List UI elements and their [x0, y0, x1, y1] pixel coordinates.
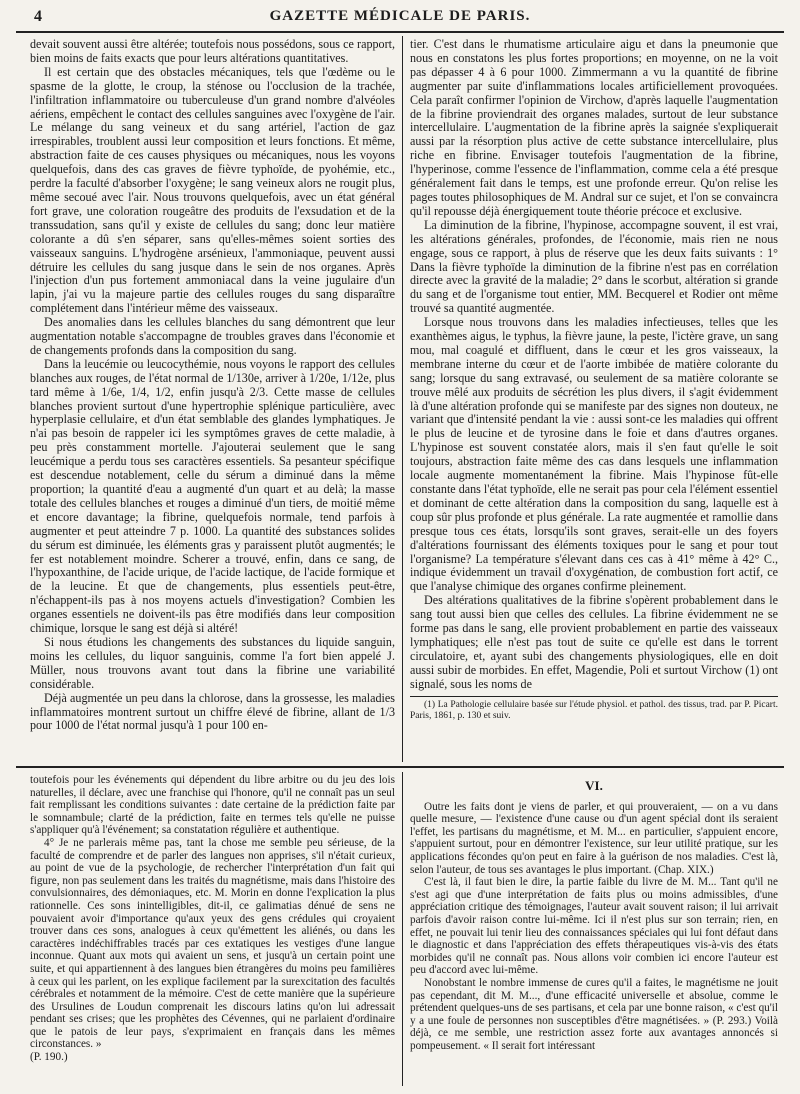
footnote: (1) La Pathologie cellulaire basée sur l'étude physiol. et pathol. des tissus, trad. par P. Picart. Paris, 1861, p. 130 et suiv. — [410, 699, 778, 722]
paragraph: toutefois pour les événements qui dépendent du libre arbitre ou du jeu des lois naturelles, il déclare, avec une franchise qui l'honore, qu'il ne connaît pas un seul fait remplissant les conditions suivantes : date certaine de la prédiction faite par le somnambule; clarté de la prédiction, faite en termes tels qu'elle ne puisse s'appliquer qu'à l'événement; sa constatation régulière et authentique. — [30, 774, 395, 837]
bottom-right-column — [410, 774, 778, 1086]
column-divider-bottom — [402, 772, 403, 1086]
bottom-left-column — [30, 774, 395, 1086]
paragraph: Des altérations qualitatives de la fibrine s'opèrent probablement dans le sang tout aussi bien que celles des cellules. La fibrine évidemment ne se forme pas dans le sang, elle provient probablement en partie des vaisseaux lymphatiques; elle n'est pas tout de suite ce qu'elle est dans le torrent circulatoire, et, ayant subi des changements physiologiques, elle en doit aussi subir de morbides. En effet, Magendie, Poli et surtout Virchow (1) ont signalé, sous les noms de — [410, 593, 778, 691]
top-right-column — [410, 38, 778, 758]
paragraph: tier. C'est dans le rhumatisme articulaire aigu et dans la pneumonie que nous en constatons les plus fortes proportions; en moyenne, on ne la voit pas dépasser 4 à 6 pour 1000. Zimmermann a vu la quantité de fibrine augmenter par suite d'inflammations locales artificiellement provoquées. Cela paraît confirmer l'opinion de Virchow, d'après laquelle l'augmentation de la fibrine proviendrait des organes malades, surtout de leur substance intercellulaire. L'augmentation de la fibrine après la saignée s'expliquerait aussi par la résorption plus active de cette substance intercellulaire, plus riche en fibrine. Envisager toutefois l'augmentation de la fibrine, l'hyperinose, comme l'essence de l'inflammation, comme cela a été presque généralement fait dans le temps, est une profonde erreur. Qu'on relise les pages toutes philosophiques de M. Andral sur ce sujet, et l'on se convaincra qu'il repousse déjà énergiquement toute théorie précoce et exclusive. — [410, 38, 778, 218]
page-reference: (P. 190.) — [30, 1051, 68, 1064]
paragraph: 4° Je ne parlerais même pas, tant la chose me semble peu sérieuse, de la faculté de comprendre et de parler des langues non apprises, s'il n'était curieux, au point de vue de la psychologie, de rechercher l'interprétation d'un fait qui figure, non pas seulement dans les traités du magnétisme, mais dans l'histoire des convulsionnaires, des démoniaques, etc. M. Morin en donne l'explication la plus rationnelle. Ces sons inintelligibles, dit-il, ce galimatias dénué de sens ne pouvaient avoir d'importance qu'aux yeux des gens crédules qui croyaient trouver dans ces sons, analogues à ceux qu'émettent les aliénés, ou dans les caractères indéchiffrables tracés par ces extatiques les vestiges d'une langue inconnue. Quant aux mots qui avaient un sens, et jusqu'à un certain point une suite, et qui appartiennent à des langues bien étrangères du moins peu familières à ceux qui les parlent, on les explique facilement par la surexcitation des facultés cérébrales et notamment de la mémoire. C'est de cette manière que la supérieure des Ursulines de Loudun comprenait les discours latins qu'on lui adressait pendant ses crises; que les prophètes des Cévennes, qui ne parlaient d'ordinaire que le patois de leur pays, s'exprimaient en français dans les mêmes circonstances. » — [30, 836, 395, 1051]
section-heading: VI. — [585, 778, 603, 793]
paragraph: Si nous étudions les changements des substances du liquide sanguin, moins les cellules, du liquor sanguinis, comme l'a fort bien appelé J. Müller, nous trouvons avant tout dans la fibrine une variabilité considérable. — [30, 634, 395, 691]
running-header — [16, 8, 784, 30]
top-left-column — [30, 38, 395, 758]
paragraph: Lorsque nous trouvons dans les maladies infectieuses, telles que les exanthèmes aigus, le typhus, la fièvre jaune, la peste, l'ictère grave, un sang mou, mal coagulé et diffluent, dans le cœur et les gros vaisseaux, la membrane interne du cœur et de l'aorte imbibée de matière colorante du sang; lorsque du sang extravasé, ou seulement de sa matière colorante se trouve mêlé aux produits de sécrétion les plus divers, il s'agit évidemment là d'une altération profonde qui se manifeste par des signes non douteux, ne variant que d'intensité pendant la vie : aussi sont-ce les maladies qui offrent le plus de leucine et de tyrosine dans le foie et dans d'autres organes. L'hypinose est souvent constatée alors, mais il s'en faut qu'elle le soit toujours, abstraction faite même des cas dans lesquels une inflammation locale augmente momentanément la fibrine. Mais l'hypinose fût-elle constante dans l'état typhoïde, elle ne serait pas pour cela l'élément essentiel et dominant de cette altération dans la composition du sang, laquelle est à coup sûr plus profonde et plus générale. La rate augmentée et ramollie dans presque tous ces états, lorsqu'ils sont graves, serait-elle un des foyers d'altérations fournissant des éléments toxiques pour le sang et pour tout l'organisme? La température s'élevant dans ces cas à 41° même à 42° C., indique évidemment un travail d'oxygénation, de combustion fort actif, ce que l'analyse chimique des organes confirme pleinement. — [410, 315, 778, 594]
paragraph: Dans la leucémie ou leucocythémie, nous voyons le rapport des cellules blanches aux rouges, de l'état normal de 1/130e, arriver à 1/20e, 1/12e, plus tard même à 1/6e, 1/4, 1/2, enfin jusqu'à 2/3. Cette masse de cellules blanches provient surtout d'une hypertrophie splénique particulière, avec hyperplasie cellulaire, et d'un état semblable des glandes lymphatiques. Je n'ai pas besoin de rappeler ici les symptômes graves de cette maladie, à peu près constamment mortelle. J'ajouterai seulement que le sang leucémique a perdu tous ses caractères essentiels. Sa pesanteur spécifique est descendue notablement, celle du sérum a diminué dans la même proportion; la quantité d'eau a augmenté d'un quart et au delà; la masse totale des cellules blanches et rouges a diminué d'un tiers, de moitié même et encore davantage; la fibrine, quelquefois normale, tend parfois à augmenter et peut atteindre 7 p. 1000. La quantité des substances solides du sérum est diminuée, les éléments gras y paraissent plutôt augmentés; le fer est notablement moindre. Scherer a trouvé, enfin, dans ce sang, de l'hypoxanthine, de l'acide urique, de l'acide lactique, de l'acide formique et de la leucine. Et que de changements, plus essentiels peut-être, n'échappent-ils pas à nos moyens actuels d'investigation? Combien les organes essentiels ne doivent-ils pas être modifiés dans leur composition chimique, lorsque le sang est déjà si altéré! — [30, 356, 395, 636]
column-divider-top — [402, 36, 403, 762]
paragraph: Nonobstant le nombre immense de cures qu'il a faites, le magnétisme ne jouit pas cependant, dit M. M..., d'une efficacité universelle et absolue, comme le prétendent quelques-uns de ses partisans, et cela par une bonne raison, « c'est qu'il y a une foule de personnes non susceptibles d'être magnétisées. » (P. 293.) Voilà déjà, ce me semble, une restriction assez forte aux avantages annoncés si pompeusement. « Il serait fort intéressant — [410, 976, 778, 1052]
paragraph: Déjà augmentée un peu dans la chlorose, dans la grossesse, les maladies inflammatoires montrent surtout un chiffre élevé de fibrine, allant de 1/3 pour 1000 de l'état normal jusqu'à 1 pour 100 en- — [30, 690, 395, 733]
page-number: 4 — [34, 8, 42, 25]
paragraph: Outre les faits dont je viens de parler, et qui prouveraient, — on a vu dans quelle mesure, — l'existence d'une cause ou d'un agent spécial dont ils seraient l'effet, les partisans du magnétisme, et M. M... en particulier, s'appuient encore, s'appuient surtout, pour en démontrer l'existence, sur leur utilité pratique, sur les applications fécondes qu'on peut en faire à la guérison de nos maladies. C'est là, selon l'auteur, de tous ses avantages le plus important. (Chap. XIX.) — [410, 800, 778, 876]
paragraph: Il est certain que des obstacles mécaniques, tels que l'œdème ou le spasme de la glotte, le croup, la sténose ou l'occlusion de la trachée, l'infiltration inflammatoire ou tuberculeuse d'un grand nombre d'alvéoles aériens, empêchent le contact des cellules sanguines avec l'oxygène de l'air. Le mélange du sang veineux et du sang artériel, l'action de gaz irrespirables, troublent aussi leur composition et leurs fonctions. Et même, abstraction faite de ces causes physiques ou mécaniques, nous les voyons quelquefois, dans des cas graves de fièvre typhoïde, de pyohémie, etc., perdre la faculté d'absorber l'oxygène; le sang veineux alors ne rougit plus, même secoué avec l'air. Nous trouvons quelquefois, avec un état général fort grave, une coloration rougeâtre des produits de l'exsudation et de la transsudation, sans qu'il y existe de cellules du sang; donc leur matière colorante a dû s'en séparer, sans qu'elles-mêmes soient sorties des vaisseaux sanguins. L'hydrogène arsénieux, l'ammoniaque, peuvent aussi détruire les cellules du sang jusque dans le sein de nos organes. Après l'injection d'un pus fortement ammoniacal dans la veine jugulaire d'un lapin, j'ai vu la majeure partie des cellules rouges du sang disparaître complétement dans l'intérieur même des vaisseaux. — [30, 64, 395, 316]
footnote-rule — [410, 696, 778, 697]
paragraph: La diminution de la fibrine, l'hypinose, accompagne souvent, il est vrai, les altérations générales, profondes, de l'économie, mais rien ne nous engage, sous ce rapport, à plus de réserve que les deux faits suivants : 1° Dans la fièvre typhoïde la diminution de la fibrine n'est pas en corrélation directe avec la gravité de la maladie; 2° dans le scorbut, altération si grande du sang et de l'organisme tout entier, MM. Becquerel et Rodier ont même trouvé sa quantité augmentée. — [410, 217, 778, 316]
paragraph: devait souvent aussi être altérée; toutefois nous possédons, sous ce rapport, bien moins de faits exacts que pour leurs altérations quantitatives. — [30, 38, 395, 65]
header-rule — [16, 31, 784, 33]
running-title: GAZETTE MÉDICALE DE PARIS. — [269, 8, 531, 24]
paragraph: Des anomalies dans les cellules blanches du sang démontrent que leur augmentation notable s'accompagne de troubles graves dans l'économie et de changements profonds dans la composition du sang. — [30, 315, 395, 357]
paragraph: C'est là, il faut bien le dire, la partie faible du livre de M. M... Tant qu'il ne s'est agi que d'une interprétation de faits plus ou moins admissibles, d'une appréciation critique des témoignages, l'auteur avait souvent raison; il lui arrivait parfois d'avoir raison contre lui-même. Ici il n'est plus sur son terrain; rien, en effet, ne pouvait lui tenir lieu des connaissances spéciales qui lui font défaut dans le diagnostic et dans l'appréciation des effets thérapeutiques vis-à-vis des états morbides qu'il ne connaît pas. Nous allons voir combien ici encore l'auteur est peu d'accord avec lui-même. — [410, 876, 778, 977]
section-divider — [16, 766, 784, 768]
